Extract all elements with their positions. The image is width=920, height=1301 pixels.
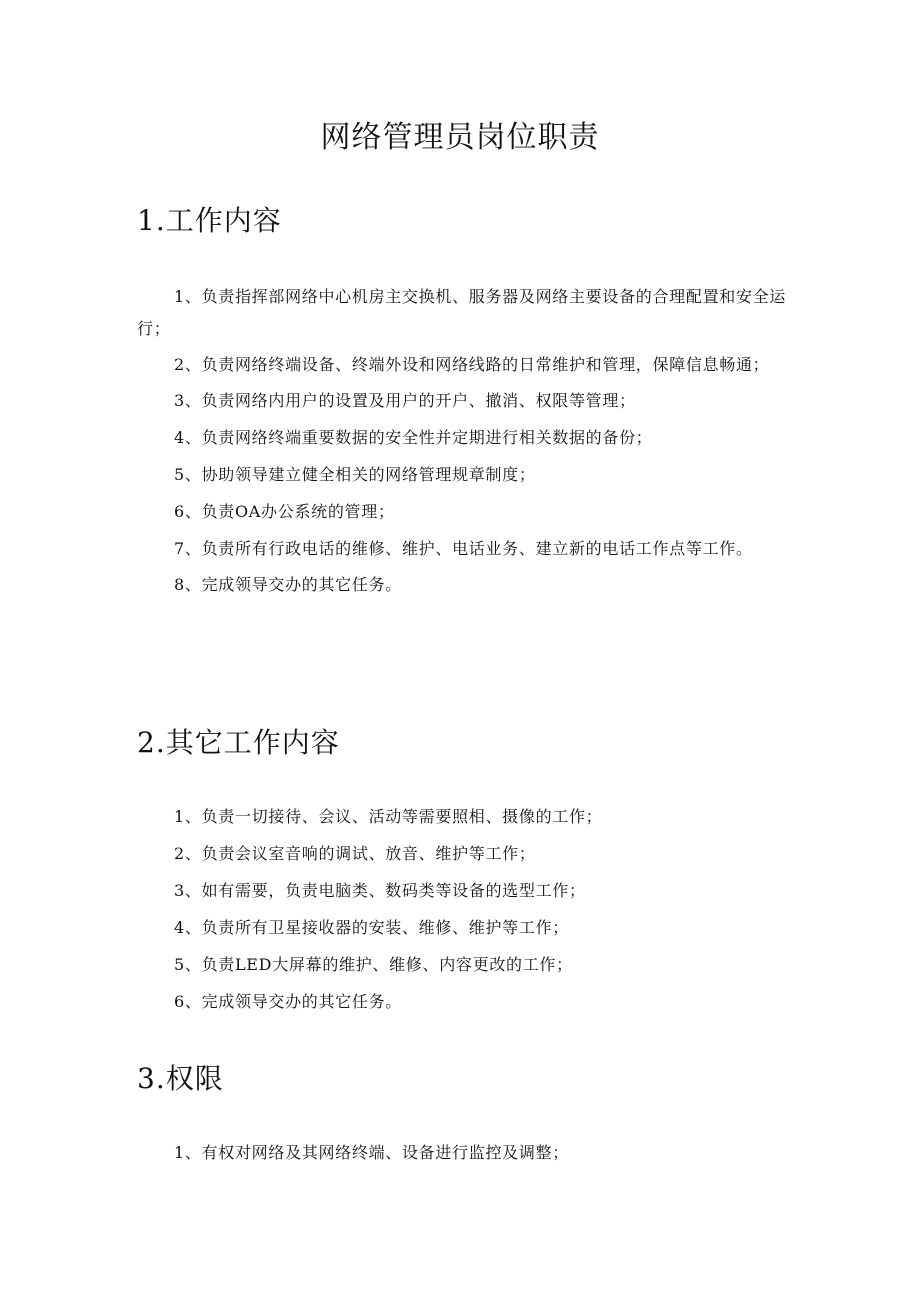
list-item: 5、负责LED大屏幕的维护、维修、内容更改的工作；	[174, 955, 573, 974]
section-authority	[137, 1061, 787, 1169]
list-item: 3、负责网络内用户的设置及用户的开户、撤消、权限等管理；	[174, 391, 636, 410]
list-item: 1、负责一切接待、会议、活动等需要照相、摄像的工作；	[174, 807, 603, 826]
section-work-content	[137, 203, 787, 606]
list-item: 1、负责指挥部网络中心机房主交换机、服务器及网络主要设备的合理配置和安全运行；	[137, 287, 787, 338]
section-heading: 3.权限	[137, 1062, 224, 1095]
section-heading: 2.其它工作内容	[137, 726, 340, 759]
list-item: 4、负责所有卫星接收器的安装、维修、维护等工作；	[174, 918, 569, 937]
section-heading: 1.工作内容	[137, 204, 282, 237]
list-item: 7、负责所有行政电话的维修、维护、电话业务、建立新的电话工作点等工作。	[174, 539, 753, 558]
document-title: 网络管理员岗位职责	[320, 120, 600, 155]
list-item: 3、如有需要，负责电脑类、数码类等设备的选型工作；	[174, 881, 586, 900]
duty-list	[137, 801, 787, 1018]
duty-list	[137, 1137, 787, 1169]
list-item: 6、完成领导交办的其它任务。	[174, 992, 402, 1011]
section-other-work-content	[137, 725, 787, 1023]
list-item: 4、负责网络终端重要数据的安全性并定期进行相关数据的备份；	[174, 428, 653, 447]
list-item: 8、完成领导交办的其它任务。	[174, 575, 402, 594]
duty-list	[137, 281, 787, 601]
list-item: 1、有权对网络及其网络终端、设备进行监控及调整；	[174, 1143, 569, 1162]
list-item: 2、负责网络终端设备、终端外设和网络线路的日常维护和管理，保障信息畅通；	[174, 355, 770, 374]
list-item: 5、协助领导建立健全相关的网络管理规章制度；	[174, 465, 536, 484]
list-item: 2、负责会议室音响的调试、放音、维护等工作；	[174, 844, 536, 863]
list-item: 6、负责OA办公系统的管理；	[174, 502, 395, 521]
